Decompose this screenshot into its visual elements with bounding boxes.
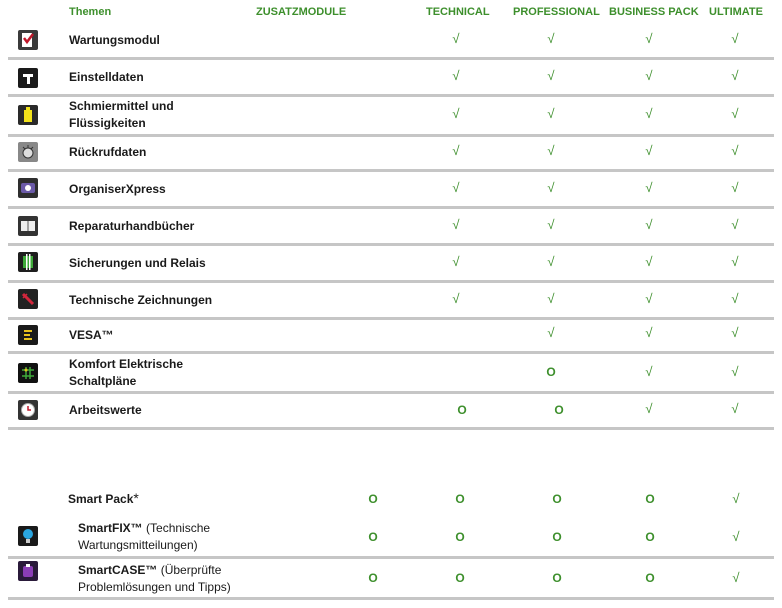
technical-mark: O [455,530,465,544]
wartung-icon [18,30,38,50]
row-label [69,356,183,390]
header-zusatzmodule: ZUSATZMODULE [256,6,347,18]
smartfix-label [78,520,210,554]
business-mark: √ [645,401,653,416]
technical-mark: √ [452,291,460,306]
fuse-icon [18,252,38,272]
row-label-line2: Flüssigkeiten [69,116,146,130]
technical-mark: √ [452,106,460,121]
smartfix-icon [18,526,38,546]
smart-pack-item [8,559,774,600]
business-mark: O [645,492,655,506]
recall-icon [18,142,38,162]
technical-mark: O [455,492,465,506]
table-row [8,246,774,283]
manual-icon [18,216,38,236]
professional-mark: √ [547,254,555,269]
business-mark: √ [645,217,653,232]
smartcase-desc2: Problemlösungen und Tipps) [78,580,231,594]
business-mark: √ [645,291,653,306]
row-label-line2: Schaltpläne [69,374,137,388]
ultimate-mark: √ [732,570,740,585]
drawing-icon [18,289,38,309]
business-mark: √ [645,254,653,269]
smartfix-desc1: (Technische [142,521,211,535]
table-row [8,172,774,209]
professional-mark: √ [547,291,555,306]
technical-mark: √ [452,180,460,195]
table-row [8,320,774,354]
row-label: VESA™ [69,328,114,342]
smartcase-name: SmartCASE™ [78,563,158,577]
technical-mark: √ [452,217,460,232]
smartfix-name: SmartFIX™ [78,521,143,535]
professional-mark: √ [547,180,555,195]
professional-mark: √ [547,106,555,121]
header-themen: Themen [69,6,112,18]
technical-mark: O [457,403,467,417]
ultimate-mark: √ [732,491,740,506]
professional-mark: √ [547,325,555,340]
zusatz-mark: O [368,530,378,544]
wiring-icon [18,363,38,383]
row-label: Einstelldaten [69,70,144,84]
row-label: Sicherungen und Relais [69,256,206,270]
row-label-line1: Komfort Elektrische [69,357,184,371]
table-row [8,283,774,320]
smart-pack-label [68,490,139,508]
ultimate-mark: √ [731,106,739,121]
business-mark: √ [645,143,653,158]
zusatz-mark: O [368,571,378,585]
technical-mark: √ [452,68,460,83]
ultimate-mark: √ [731,180,739,195]
table-row [8,22,774,60]
ultimate-mark: √ [731,254,739,269]
ultimate-mark: √ [731,68,739,83]
professional-mark: O [552,492,562,506]
professional-mark: O [552,571,562,585]
table-row [8,97,774,137]
business-mark: O [645,571,655,585]
ultimate-mark: √ [731,401,739,416]
clock-icon [18,400,38,420]
table-row [8,354,774,394]
table-row [8,60,774,97]
business-mark: √ [645,364,653,379]
business-mark: √ [645,180,653,195]
smartcase-label [78,562,231,596]
professional-mark: O [546,365,556,379]
professional-mark: O [554,403,564,417]
header-ultimate: ULTIMATE [709,6,763,18]
ultimate-mark: √ [732,529,740,544]
row-label [69,98,174,132]
professional-mark: √ [547,143,555,158]
header-technical: TECHNICAL [426,6,490,18]
ultimate-mark: √ [731,364,739,379]
smart-pack-title: Smart Pack [68,492,134,506]
row-label-line1: Schmiermittel und [69,99,174,113]
table-row [8,394,774,430]
business-mark: √ [645,31,653,46]
header-business-pack: BUSINESS PACK [609,6,699,18]
business-mark: √ [645,68,653,83]
table-row [8,209,774,246]
ultimate-mark: √ [731,31,739,46]
smart-pack-row [8,484,774,514]
row-label: Rückrufdaten [69,145,147,159]
header-professional: PROFESSIONAL [513,6,600,18]
technical-mark: O [455,571,465,585]
professional-mark: √ [547,31,555,46]
smartcase-desc1: (Überprüfte [157,563,222,577]
ultimate-mark: √ [731,325,739,340]
zusatz-mark: O [368,492,378,506]
business-mark: √ [645,106,653,121]
business-mark: O [645,530,655,544]
business-mark: √ [645,325,653,340]
smartcase-icon [18,561,38,581]
technical-mark: √ [452,143,460,158]
professional-mark: √ [547,217,555,232]
technical-mark: √ [452,31,460,46]
smartfix-desc2: Wartungsmitteilungen) [78,538,198,552]
technical-mark: √ [452,254,460,269]
einstell-icon [18,68,38,88]
row-label: OrganiserXpress [69,182,166,196]
row-label: Arbeitswerte [69,403,142,417]
table-row [8,137,774,172]
professional-mark: O [552,530,562,544]
row-label: Technische Zeichnungen [69,293,213,307]
ultimate-mark: √ [731,291,739,306]
smart-pack-item [8,518,774,559]
vesa-icon [18,325,38,345]
organiser-icon [18,178,38,198]
row-label: Reparaturhandbücher [69,219,195,233]
professional-mark: √ [547,68,555,83]
oil-icon [18,105,38,125]
row-label: Wartungsmodul [69,33,160,47]
smart-pack-asterisk: * [133,490,139,506]
ultimate-mark: √ [731,217,739,232]
ultimate-mark: √ [731,143,739,158]
